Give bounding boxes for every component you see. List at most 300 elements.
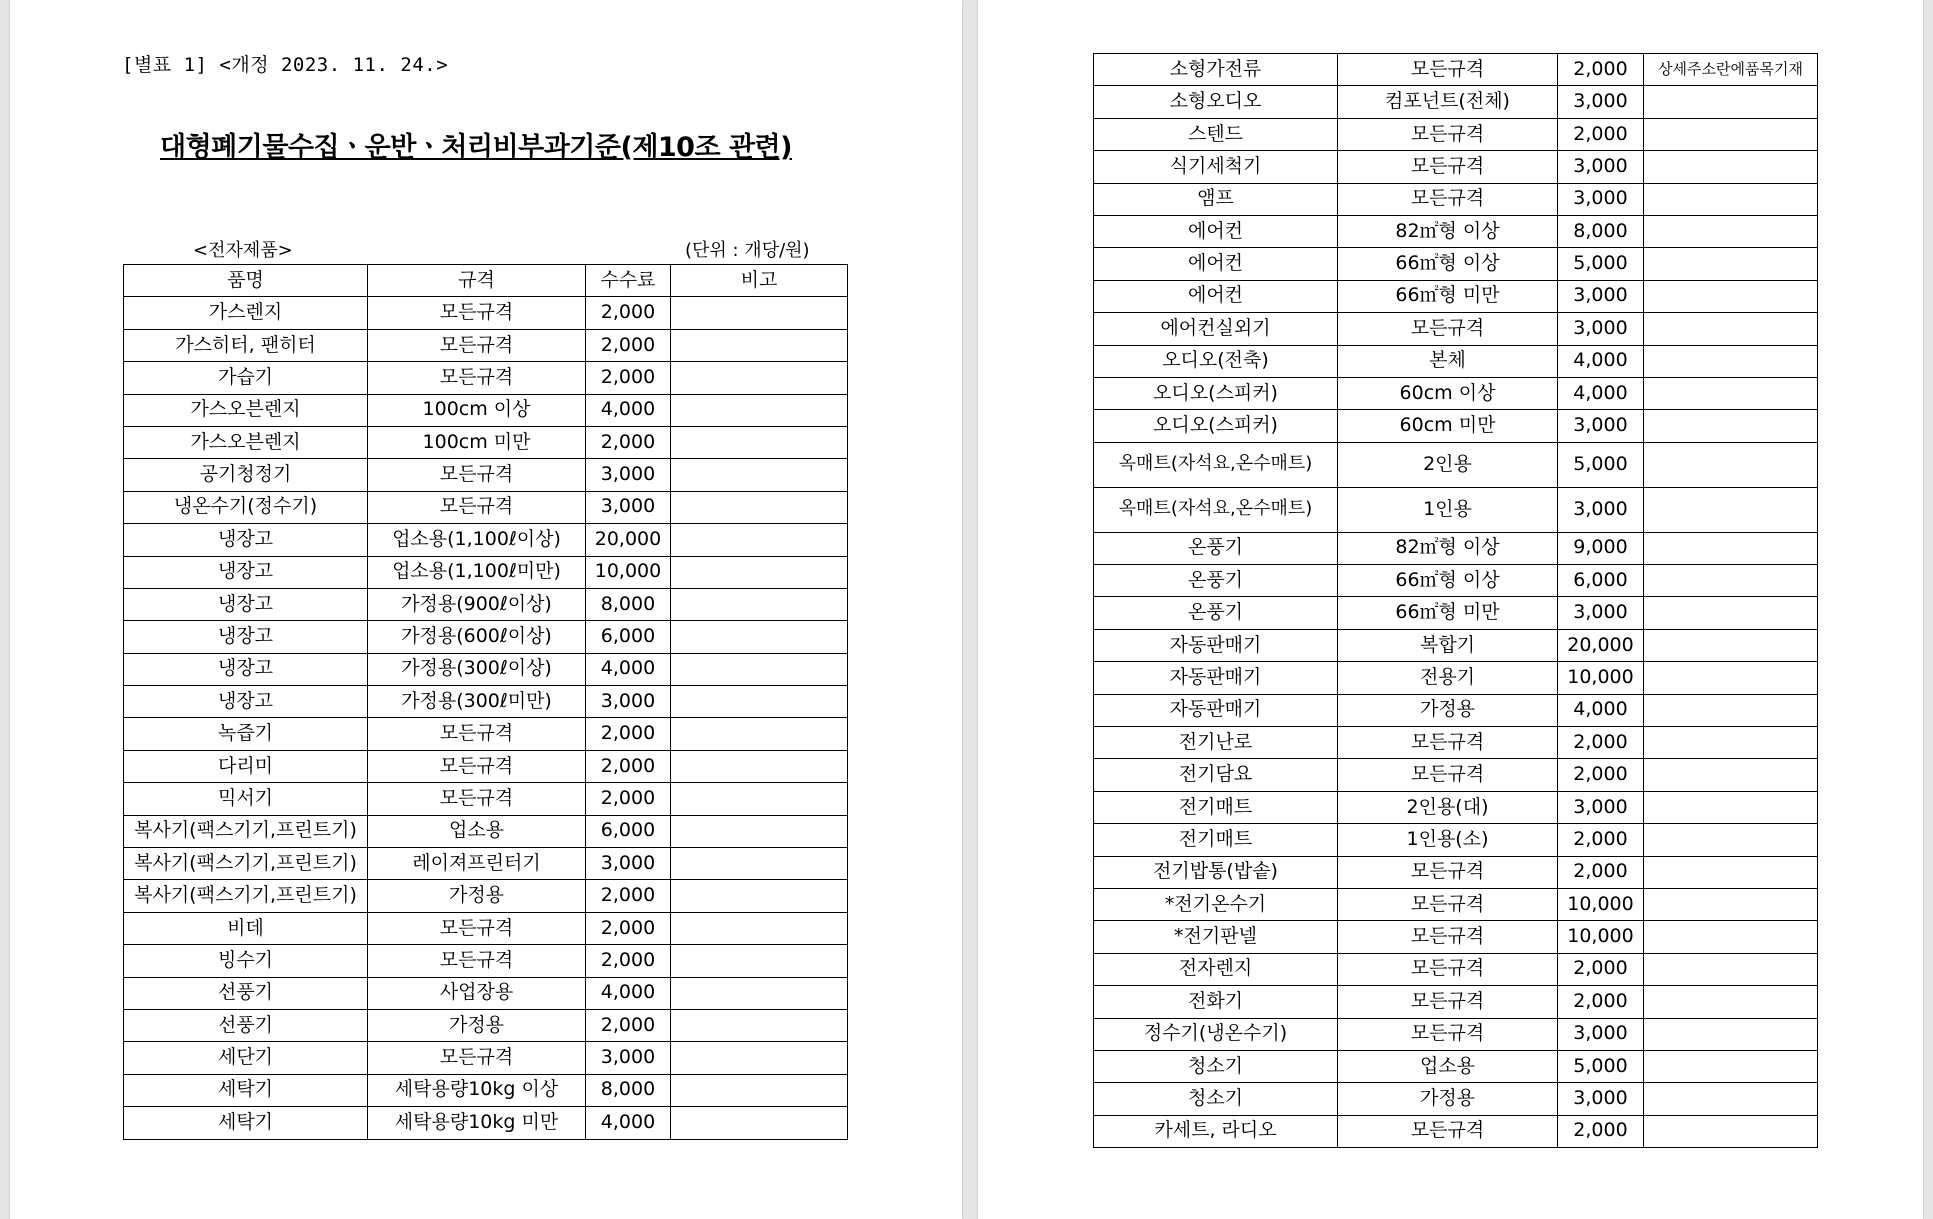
cell-fee: 3,000 [1558, 791, 1644, 823]
cell-fee: 6,000 [1558, 565, 1644, 597]
cell-spec: 컴포넌트(전체) [1338, 86, 1558, 118]
table-row [1094, 1115, 1818, 1147]
table-row [124, 750, 848, 782]
cell-spec: 가정용 [368, 1009, 586, 1041]
cell-note [671, 912, 848, 944]
table-row [124, 1042, 848, 1074]
table-row [124, 621, 848, 653]
cell-item: 전기담요 [1094, 759, 1338, 791]
cell-spec: 모든규격 [1338, 986, 1558, 1018]
cell-item: 식기세척기 [1094, 151, 1338, 183]
cell-fee: 10,000 [1558, 921, 1644, 953]
cell-item: *전기판넬 [1094, 921, 1338, 953]
cell-spec: 2인용(대) [1338, 791, 1558, 823]
cell-fee: 3,000 [1558, 410, 1644, 442]
cell-item: 오디오(스피커) [1094, 410, 1338, 442]
cell-fee: 2,000 [1558, 856, 1644, 888]
cell-item: 옥매트(자석요,온수매트) [1094, 442, 1338, 487]
cell-fee: 2,000 [586, 1009, 671, 1041]
cell-note [671, 750, 848, 782]
cell-fee: 10,000 [1558, 662, 1644, 694]
cell-fee: 2,000 [586, 783, 671, 815]
cell-note [671, 653, 848, 685]
table-row [1094, 694, 1818, 726]
cell-item: 공기청정기 [124, 459, 368, 491]
cell-spec: 82㎡형 이상 [1338, 215, 1558, 247]
table-row [1094, 727, 1818, 759]
cell-spec: 100cm 미만 [368, 426, 586, 458]
cell-spec: 모든규격 [368, 718, 586, 750]
cell-spec: 모든규격 [1338, 313, 1558, 345]
cell-spec: 가정용 [1338, 1083, 1558, 1115]
cell-spec: 모든규격 [368, 912, 586, 944]
cell-item: 전기난로 [1094, 727, 1338, 759]
cell-note [671, 848, 848, 880]
cell-item: 오디오(스피커) [1094, 377, 1338, 409]
table-row [1094, 888, 1818, 920]
table-row [124, 524, 848, 556]
cell-item: 소형가전류 [1094, 54, 1338, 86]
table-row [1094, 759, 1818, 791]
header-note: 비고 [671, 265, 848, 297]
cell-item: 복사기(팩스기기,프린트기) [124, 815, 368, 847]
cell-spec: 세탁용량10kg 이상 [368, 1074, 586, 1106]
cell-note [1644, 629, 1818, 661]
cell-spec: 66㎡형 미만 [1338, 280, 1558, 312]
table-row [124, 426, 848, 458]
cell-fee: 2,000 [586, 297, 671, 329]
cell-note [1644, 377, 1818, 409]
cell-fee: 3,000 [1558, 151, 1644, 183]
cell-fee: 3,000 [1558, 280, 1644, 312]
cell-item: 냉장고 [124, 556, 368, 588]
cell-spec: 66㎡형 이상 [1338, 248, 1558, 280]
cell-spec: 모든규격 [1338, 727, 1558, 759]
table-row [124, 556, 848, 588]
cell-item: 에어컨 [1094, 248, 1338, 280]
cell-item: 청소기 [1094, 1083, 1338, 1115]
cell-note [1644, 1018, 1818, 1050]
table-row [1094, 151, 1818, 183]
table-row [1094, 280, 1818, 312]
cell-item: 냉장고 [124, 524, 368, 556]
cell-spec: 66㎡형 미만 [1338, 597, 1558, 629]
cell-spec: 모든규격 [1338, 183, 1558, 215]
table-row [124, 977, 848, 1009]
table-row [124, 1009, 848, 1041]
cell-item: 전자렌지 [1094, 953, 1338, 985]
table-row [124, 718, 848, 750]
cell-note [1644, 888, 1818, 920]
cell-fee: 8,000 [1558, 215, 1644, 247]
cell-item: 자동판매기 [1094, 694, 1338, 726]
table-row [1094, 662, 1818, 694]
cell-item: 스텐드 [1094, 118, 1338, 150]
cell-spec: 업소용(1,100ℓ이상) [368, 524, 586, 556]
table-row [124, 459, 848, 491]
annex-label: [별표 1] <개정 2023. 11. 24.> [122, 54, 449, 76]
cell-note [1644, 953, 1818, 985]
cell-item: 전기매트 [1094, 791, 1338, 823]
cell-fee: 2,000 [1558, 759, 1644, 791]
cell-spec: 가정용 [1338, 694, 1558, 726]
cell-item: 냉장고 [124, 588, 368, 620]
cell-fee: 3,000 [1558, 1083, 1644, 1115]
cell-note [1644, 86, 1818, 118]
cell-fee: 2,000 [586, 426, 671, 458]
cell-fee: 3,000 [1558, 183, 1644, 215]
cell-fee: 2,000 [1558, 824, 1644, 856]
cell-item: 자동판매기 [1094, 629, 1338, 661]
cell-item: 세탁기 [124, 1107, 368, 1139]
cell-spec: 모든규격 [368, 362, 586, 394]
table-row [124, 815, 848, 847]
document-page-right [978, 0, 1923, 1219]
table-row [124, 1107, 848, 1139]
cell-note: 상세주소란에품목기재 [1644, 54, 1818, 86]
cell-item: 온풍기 [1094, 532, 1338, 564]
table-row [124, 783, 848, 815]
document-page-left [10, 0, 962, 1219]
cell-note [1644, 532, 1818, 564]
cell-note [1644, 487, 1818, 532]
cell-fee: 9,000 [1558, 532, 1644, 564]
cell-fee: 2,000 [586, 750, 671, 782]
header-fee: 수수료 [586, 265, 671, 297]
cell-spec: 모든규격 [1338, 54, 1558, 86]
cell-note [671, 588, 848, 620]
cell-item: 냉온수기(정수기) [124, 491, 368, 523]
cell-spec: 가정용(600ℓ이상) [368, 621, 586, 653]
cell-fee: 4,000 [586, 1107, 671, 1139]
cell-item: 에어컨 [1094, 280, 1338, 312]
table-row [1094, 118, 1818, 150]
cell-note [1644, 183, 1818, 215]
cell-item: 정수기(냉온수기) [1094, 1018, 1338, 1050]
cell-fee: 2,000 [586, 718, 671, 750]
cell-note [1644, 248, 1818, 280]
cell-fee: 5,000 [1558, 1050, 1644, 1082]
cell-item: 가스히터, 팬히터 [124, 329, 368, 361]
cell-note [1644, 215, 1818, 247]
table-row [1094, 1018, 1818, 1050]
cell-fee: 10,000 [1558, 888, 1644, 920]
cell-item: 앰프 [1094, 183, 1338, 215]
cell-item: 청소기 [1094, 1050, 1338, 1082]
table-row [124, 588, 848, 620]
cell-spec: 모든규격 [368, 491, 586, 523]
cell-note [671, 686, 848, 718]
cell-note [1644, 759, 1818, 791]
table-row [124, 362, 848, 394]
cell-fee: 3,000 [586, 491, 671, 523]
cell-spec: 모든규격 [1338, 151, 1558, 183]
cell-note [671, 459, 848, 491]
cell-spec: 1인용 [1338, 487, 1558, 532]
table-row [1094, 565, 1818, 597]
cell-note [1644, 313, 1818, 345]
cell-fee: 4,000 [1558, 694, 1644, 726]
cell-note [1644, 662, 1818, 694]
cell-item: 녹즙기 [124, 718, 368, 750]
table-row [1094, 248, 1818, 280]
cell-item: 자동판매기 [1094, 662, 1338, 694]
cell-item: 세단기 [124, 1042, 368, 1074]
cell-spec: 업소용(1,100ℓ미만) [368, 556, 586, 588]
table-row [124, 945, 848, 977]
cell-spec: 모든규격 [1338, 1115, 1558, 1147]
cell-item: 다리미 [124, 750, 368, 782]
cell-item: 복사기(팩스기기,프린트기) [124, 880, 368, 912]
cell-note [1644, 280, 1818, 312]
cell-spec: 모든규격 [1338, 759, 1558, 791]
cell-note [671, 1042, 848, 1074]
cell-fee: 3,000 [1558, 487, 1644, 532]
cell-spec: 모든규격 [368, 329, 586, 361]
cell-fee: 4,000 [1558, 345, 1644, 377]
cell-note [671, 362, 848, 394]
cell-fee: 3,000 [1558, 313, 1644, 345]
cell-fee: 8,000 [586, 1074, 671, 1106]
table-header-row [124, 265, 848, 297]
cell-spec: 모든규격 [368, 1042, 586, 1074]
cell-spec: 레이져프린터기 [368, 848, 586, 880]
fee-table-right [1093, 53, 1818, 1148]
cell-fee: 4,000 [1558, 377, 1644, 409]
cell-item: 에어컨 [1094, 215, 1338, 247]
cell-note [1644, 791, 1818, 823]
cell-spec: 모든규격 [368, 945, 586, 977]
cell-fee: 2,000 [586, 945, 671, 977]
table-row [124, 848, 848, 880]
cell-spec: 세탁용량10kg 미만 [368, 1107, 586, 1139]
cell-fee: 5,000 [1558, 248, 1644, 280]
table-row [1094, 410, 1818, 442]
cell-spec: 2인용 [1338, 442, 1558, 487]
table-row [124, 491, 848, 523]
cell-item: 전기매트 [1094, 824, 1338, 856]
cell-spec: 66㎡형 이상 [1338, 565, 1558, 597]
table-row [124, 297, 848, 329]
cell-note [1644, 442, 1818, 487]
cell-note [1644, 824, 1818, 856]
cell-fee: 2,000 [1558, 1115, 1644, 1147]
cell-spec: 모든규격 [1338, 953, 1558, 985]
cell-item: 온풍기 [1094, 565, 1338, 597]
cell-note [1644, 694, 1818, 726]
cell-fee: 3,000 [586, 459, 671, 491]
table-row [124, 686, 848, 718]
cell-fee: 3,000 [1558, 86, 1644, 118]
table-row [1094, 1083, 1818, 1115]
header-item: 품명 [124, 265, 368, 297]
cell-item: 냉장고 [124, 686, 368, 718]
table-row [1094, 791, 1818, 823]
table-row [1094, 215, 1818, 247]
cell-note [1644, 727, 1818, 759]
table-row [1094, 377, 1818, 409]
cell-fee: 2,000 [1558, 986, 1644, 1018]
cell-item: 가스렌지 [124, 297, 368, 329]
cell-item: 세탁기 [124, 1074, 368, 1106]
cell-note [1644, 151, 1818, 183]
cell-fee: 20,000 [1558, 629, 1644, 661]
cell-fee: 20,000 [586, 524, 671, 556]
cell-spec: 1인용(소) [1338, 824, 1558, 856]
cell-fee: 4,000 [586, 977, 671, 1009]
cell-item: 가습기 [124, 362, 368, 394]
cell-spec: 업소용 [368, 815, 586, 847]
cell-spec: 사업장용 [368, 977, 586, 1009]
cell-item: 옥매트(자석요,온수매트) [1094, 487, 1338, 532]
table-row [1094, 856, 1818, 888]
cell-fee: 2,000 [586, 329, 671, 361]
cell-spec: 모든규격 [1338, 856, 1558, 888]
cell-note [1644, 856, 1818, 888]
table-row [1094, 313, 1818, 345]
section-label: <전자제품> [193, 240, 293, 261]
unit-label: (단위 : 개당/원) [685, 240, 810, 261]
cell-fee: 2,000 [586, 912, 671, 944]
cell-spec: 가정용(300ℓ미만) [368, 686, 586, 718]
cell-note [671, 556, 848, 588]
cell-spec: 60cm 이상 [1338, 377, 1558, 409]
cell-item: 비데 [124, 912, 368, 944]
cell-fee: 2,000 [1558, 118, 1644, 150]
table-row [1094, 183, 1818, 215]
cell-note [1644, 118, 1818, 150]
cell-fee: 2,000 [1558, 54, 1644, 86]
cell-note [1644, 921, 1818, 953]
table-row [1094, 86, 1818, 118]
cell-spec: 가정용(300ℓ이상) [368, 653, 586, 685]
cell-spec: 본체 [1338, 345, 1558, 377]
cell-fee: 6,000 [586, 621, 671, 653]
cell-fee: 8,000 [586, 588, 671, 620]
cell-item: 선풍기 [124, 977, 368, 1009]
cell-spec: 가정용 [368, 880, 586, 912]
cell-note [671, 718, 848, 750]
cell-item: 빙수기 [124, 945, 368, 977]
cell-item: 가스오븐렌지 [124, 394, 368, 426]
cell-item: 오디오(전축) [1094, 345, 1338, 377]
cell-spec: 모든규격 [1338, 888, 1558, 920]
cell-item: 냉장고 [124, 621, 368, 653]
cell-item: 선풍기 [124, 1009, 368, 1041]
header-spec: 규격 [368, 265, 586, 297]
table-row [124, 1074, 848, 1106]
fee-table-left [123, 264, 848, 1140]
cell-item: 복사기(팩스기기,프린트기) [124, 848, 368, 880]
cell-spec: 모든규격 [1338, 118, 1558, 150]
cell-note [671, 491, 848, 523]
cell-item: 카세트, 라디오 [1094, 1115, 1338, 1147]
cell-fee: 4,000 [586, 394, 671, 426]
cell-item: 소형오디오 [1094, 86, 1338, 118]
cell-spec: 82㎡형 이상 [1338, 532, 1558, 564]
table-row [1094, 986, 1818, 1018]
cell-spec: 전용기 [1338, 662, 1558, 694]
cell-item: 온풍기 [1094, 597, 1338, 629]
cell-note [671, 1107, 848, 1139]
table-row [1094, 597, 1818, 629]
cell-note [671, 815, 848, 847]
cell-fee: 5,000 [1558, 442, 1644, 487]
table-row [1094, 487, 1818, 532]
cell-note [671, 977, 848, 1009]
table-row [1094, 824, 1818, 856]
table-row [1094, 953, 1818, 985]
table-row [124, 912, 848, 944]
cell-fee: 2,000 [586, 362, 671, 394]
cell-note [1644, 410, 1818, 442]
cell-fee: 3,000 [586, 1042, 671, 1074]
cell-note [671, 1009, 848, 1041]
cell-item: 냉장고 [124, 653, 368, 685]
cell-spec: 모든규격 [1338, 1018, 1558, 1050]
table-row [124, 394, 848, 426]
cell-item: 가스오븐렌지 [124, 426, 368, 458]
cell-fee: 10,000 [586, 556, 671, 588]
cell-note [671, 329, 848, 361]
cell-item: 에어컨실외기 [1094, 313, 1338, 345]
cell-spec: 모든규격 [368, 783, 586, 815]
table-row [124, 653, 848, 685]
table-row [1094, 54, 1818, 86]
table-row [124, 880, 848, 912]
cell-spec: 모든규격 [368, 459, 586, 491]
cell-spec: 모든규격 [1338, 921, 1558, 953]
cell-note [1644, 1115, 1818, 1147]
cell-note [671, 394, 848, 426]
cell-fee: 6,000 [586, 815, 671, 847]
cell-fee: 2,000 [586, 880, 671, 912]
cell-note [1644, 986, 1818, 1018]
cell-item: 믹서기 [124, 783, 368, 815]
cell-note [671, 783, 848, 815]
cell-note [671, 426, 848, 458]
cell-fee: 4,000 [586, 653, 671, 685]
cell-fee: 2,000 [1558, 727, 1644, 759]
cell-fee: 3,000 [1558, 597, 1644, 629]
cell-note [1644, 565, 1818, 597]
cell-note [671, 621, 848, 653]
table-row [1094, 921, 1818, 953]
cell-item: 전화기 [1094, 986, 1338, 1018]
cell-note [671, 524, 848, 556]
cell-spec: 업소용 [1338, 1050, 1558, 1082]
cell-spec: 100cm 이상 [368, 394, 586, 426]
cell-note [671, 880, 848, 912]
cell-fee: 3,000 [586, 686, 671, 718]
cell-item: *전기온수기 [1094, 888, 1338, 920]
document-title: 대형폐기물수집ㆍ운반ㆍ처리비부과기준(제10조 관련) [160, 132, 792, 163]
cell-spec: 모든규격 [368, 297, 586, 329]
cell-item: 전기밥통(밥솥) [1094, 856, 1338, 888]
table-row [1094, 629, 1818, 661]
cell-note [1644, 345, 1818, 377]
cell-fee: 2,000 [1558, 953, 1644, 985]
table-row [1094, 442, 1818, 487]
cell-fee: 3,000 [586, 848, 671, 880]
cell-note [1644, 1050, 1818, 1082]
cell-spec: 모든규격 [368, 750, 586, 782]
cell-fee: 3,000 [1558, 1018, 1644, 1050]
cell-note [1644, 1083, 1818, 1115]
cell-note [671, 945, 848, 977]
table-row [1094, 532, 1818, 564]
cell-spec: 복합기 [1338, 629, 1558, 661]
